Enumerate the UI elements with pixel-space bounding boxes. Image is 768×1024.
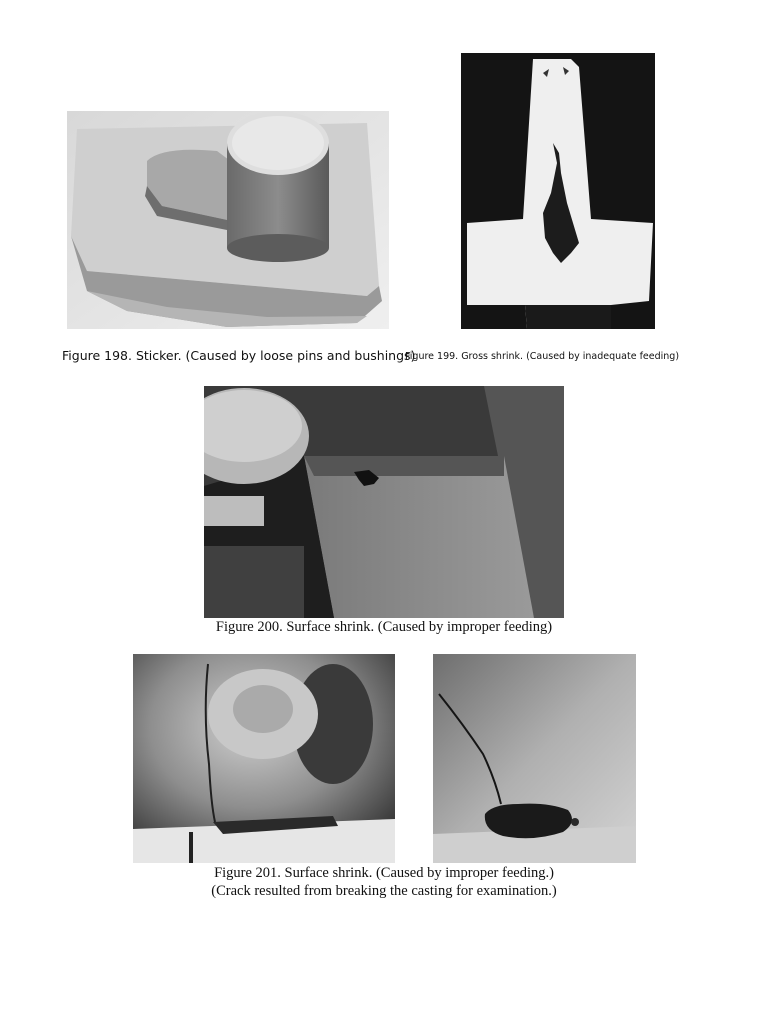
figure-199-photo: [461, 53, 655, 329]
figure-200-caption: Figure 200. Surface shrink. (Caused by improper feeding): [215, 619, 553, 635]
figure-201-right-photo: [433, 654, 636, 863]
figure-199-caption: Figure 199. Gross shrink. (Caused by inadequate feeding): [405, 351, 680, 362]
figure-198-caption: Figure 198. Sticker. (Caused by loose pins and bushings): [62, 348, 416, 363]
figure-201-caption-line2: (Crack resulted from breaking the casting for examination.): [211, 883, 557, 899]
figure-198-photo: [67, 111, 389, 329]
figure-201-caption-line1: Figure 201. Surface shrink. (Caused by improper feeding.): [214, 865, 554, 881]
figure-201-caption: [0, 864, 768, 900]
figure-201-left-photo: [133, 654, 395, 863]
figure-200-photo: [204, 386, 564, 618]
